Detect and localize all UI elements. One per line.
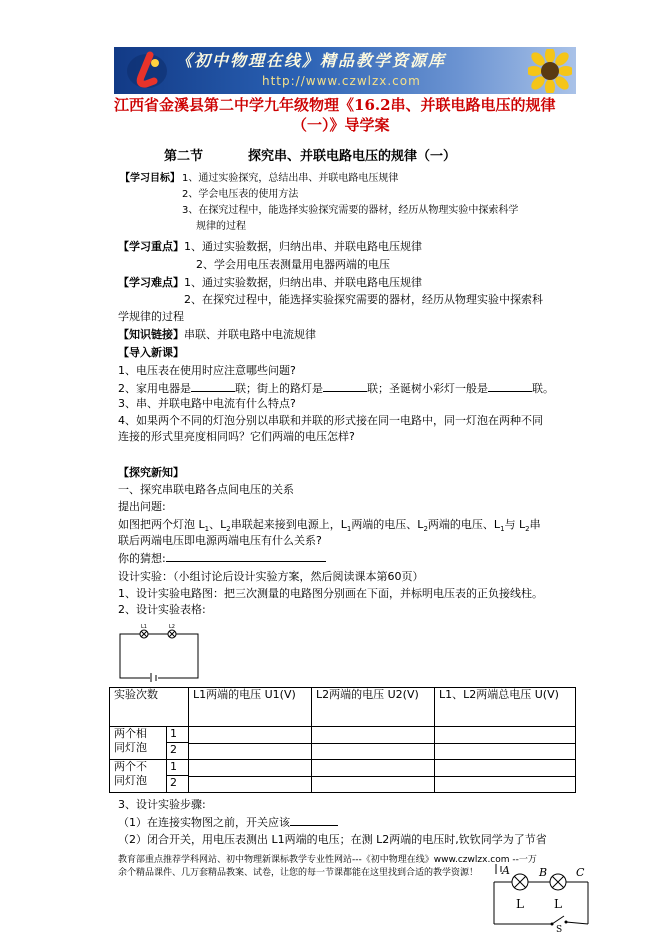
answer-blank[interactable] xyxy=(488,381,532,392)
footer-line2: 余个精品课件、几万套精品教案、试卷，让您的每一节课都能在这里找到合适的教学资源！ xyxy=(118,868,479,878)
design-step1: 1、设计实验电路图：把三次测量的电路图分别画在下面，并标明电压表的正负接线柱。 xyxy=(118,587,543,600)
table-cell[interactable] xyxy=(312,776,435,793)
table-row xyxy=(110,760,576,777)
explore-desc-line2: 联后两端电压即电源两端电压有什么关系? xyxy=(118,534,322,547)
parallel-circuit-diagram xyxy=(490,862,600,932)
design-step2: 2、设计实验表格: xyxy=(118,603,206,616)
difficulty-item: 学规律的过程 xyxy=(118,310,184,323)
design-intro: 设计实验：（小组讨论后设计实验方案，然后阅读课本第60页） xyxy=(118,570,424,583)
table-header: L1、L2两端总电压 U(V) xyxy=(435,688,576,727)
banner-title: 《初中物理在线》精品教学资源库 xyxy=(176,51,447,70)
knowledge-link xyxy=(118,328,316,342)
battery-icon xyxy=(496,864,501,874)
group-cell: 两个不 同灯泡 1 2 xyxy=(110,760,189,793)
doc-title-line2: （一）》导学案 xyxy=(292,116,390,134)
guess-row: 你的猜想: xyxy=(118,551,326,566)
table-cell[interactable] xyxy=(312,727,435,744)
key-points-label: 【学习重点】 xyxy=(118,240,184,253)
sunflower-icon xyxy=(528,49,572,93)
goal-item: 2、学会电压表的使用方法 xyxy=(182,189,299,200)
steps-title: 3、设计实验步骤: xyxy=(118,798,206,811)
footer-line1: 教育部重点推荐学科网站、初中物理新课标教学专业性网站---《初中物理在线》www.czwlzx.com --一万 xyxy=(118,855,537,865)
table-cell[interactable] xyxy=(189,743,312,760)
table-cell[interactable] xyxy=(435,727,576,744)
link-text: 串联、并联电路中电流规律 xyxy=(184,328,316,341)
circuit-label-l: L xyxy=(516,897,524,911)
table-header: 实验次数 xyxy=(110,688,189,727)
table-cell[interactable] xyxy=(435,743,576,760)
section-number: 第二节 xyxy=(164,149,204,164)
step-1: （1）在连接实物图之前，开关应该 xyxy=(118,815,338,830)
answer-blank[interactable] xyxy=(191,381,235,392)
table-cell[interactable] xyxy=(435,776,576,793)
table-cell[interactable] xyxy=(189,776,312,793)
section-title: 探究串、并联电路电压的规律（一） xyxy=(248,149,457,164)
group-cell: 两个相 同灯泡 1 2 xyxy=(110,727,189,760)
site-banner xyxy=(114,47,576,94)
explore-ask: 提出问题: xyxy=(118,500,166,513)
site-logo-icon xyxy=(124,51,170,91)
bulb-icon xyxy=(140,630,148,638)
circuit-label-l1: L1 xyxy=(141,624,147,630)
table-header: L1两端的电压 U1(V) xyxy=(189,688,312,727)
difficulties-label: 【学习难点】 xyxy=(118,276,184,289)
step-2: （2）闭合开关，用电压表测出 L1两端的电压；在测 L2两端的电压时,钦钦同学为了节省 xyxy=(118,833,547,846)
difficulty-item: 1、通过实验数据，归纳出串、并联电路电压规律 xyxy=(184,276,422,289)
table-cell[interactable] xyxy=(312,743,435,760)
table-header-row xyxy=(110,688,576,727)
explore-desc-line1: 如图把两个灯泡 $L_1$、$L_2$串联起来接到电源上，$L_1$两端的电压、$L_2$两端的电压、$L_1$与 $L_2$串 xyxy=(118,518,541,534)
circuit-label-c: C xyxy=(576,866,585,879)
intro-q4-line2: 连接的形式里亮度相同吗？它们两端的电压怎样? xyxy=(118,430,355,443)
series-circuit-diagram xyxy=(114,622,202,682)
circuit-label-s: S xyxy=(556,925,563,932)
circuit-label-a: A xyxy=(502,864,510,877)
table-cell[interactable] xyxy=(189,760,312,777)
difficulty-item: 2、在探究过程中，能选择实验探究需要的器材，经历从物理实验中探索科 xyxy=(184,293,543,306)
guess-blank[interactable] xyxy=(166,551,326,562)
circuit-label-b: B xyxy=(539,866,548,879)
bulb-icon xyxy=(168,630,176,638)
intro-q1: 1、电压表在使用时应注意哪些问题? xyxy=(118,364,296,377)
circuit-label-l: L xyxy=(554,897,562,911)
circuit-label-l2: L2 xyxy=(169,624,175,630)
bulb-icon xyxy=(550,874,566,890)
key-point-item: 1、通过实验数据，归纳出串、并联电路电压规律 xyxy=(184,240,422,253)
goal-item: 3、在探究过程中，能选择实验探究需要的器材，经历从物理实验中探索科学 xyxy=(182,205,519,216)
intro-q4-line1: 4、如果两个不同的灯泡分别以串联和并联的形式接在同一电路中，同一灯泡在两种不同 xyxy=(118,414,543,427)
link-label: 【知识链接】 xyxy=(118,328,184,341)
goal-item: 1、通过实验探究，总结出串、并联电路电压规律 xyxy=(182,173,399,184)
experiment-table xyxy=(109,687,576,793)
intro-q3: 3、串、并联电路中电流有什么特点? xyxy=(118,397,296,410)
explore-label: 【探究新知】 xyxy=(118,466,184,479)
table-cell[interactable] xyxy=(435,760,576,777)
doc-title-line1: 江西省金溪县第二中学九年级物理《16.2串、并联电路电压的规律 xyxy=(114,96,556,114)
explore-part1: 一、探究串联电路各点间电压的关系 xyxy=(118,483,294,496)
bulb-icon xyxy=(512,874,528,890)
answer-blank[interactable] xyxy=(290,815,338,826)
table-row xyxy=(110,727,576,744)
table-cell[interactable] xyxy=(312,760,435,777)
key-point-item: 2、学会用电压表测量用电器两端的电压 xyxy=(196,258,390,271)
table-cell[interactable] xyxy=(189,727,312,744)
goal-item: 规律的过程 xyxy=(196,221,246,232)
answer-blank[interactable] xyxy=(323,381,367,392)
goals-label: 【学习目标】 xyxy=(120,173,180,184)
intro-label: 【导入新课】 xyxy=(118,346,184,359)
table-header: L2两端的电压 U2(V) xyxy=(312,688,435,727)
intro-q2: 2、家用电器是 联；街上的路灯是 联；圣诞树小彩灯一般是 联。 xyxy=(118,382,554,395)
banner-url: http://www.czwlzx.com xyxy=(262,74,421,88)
